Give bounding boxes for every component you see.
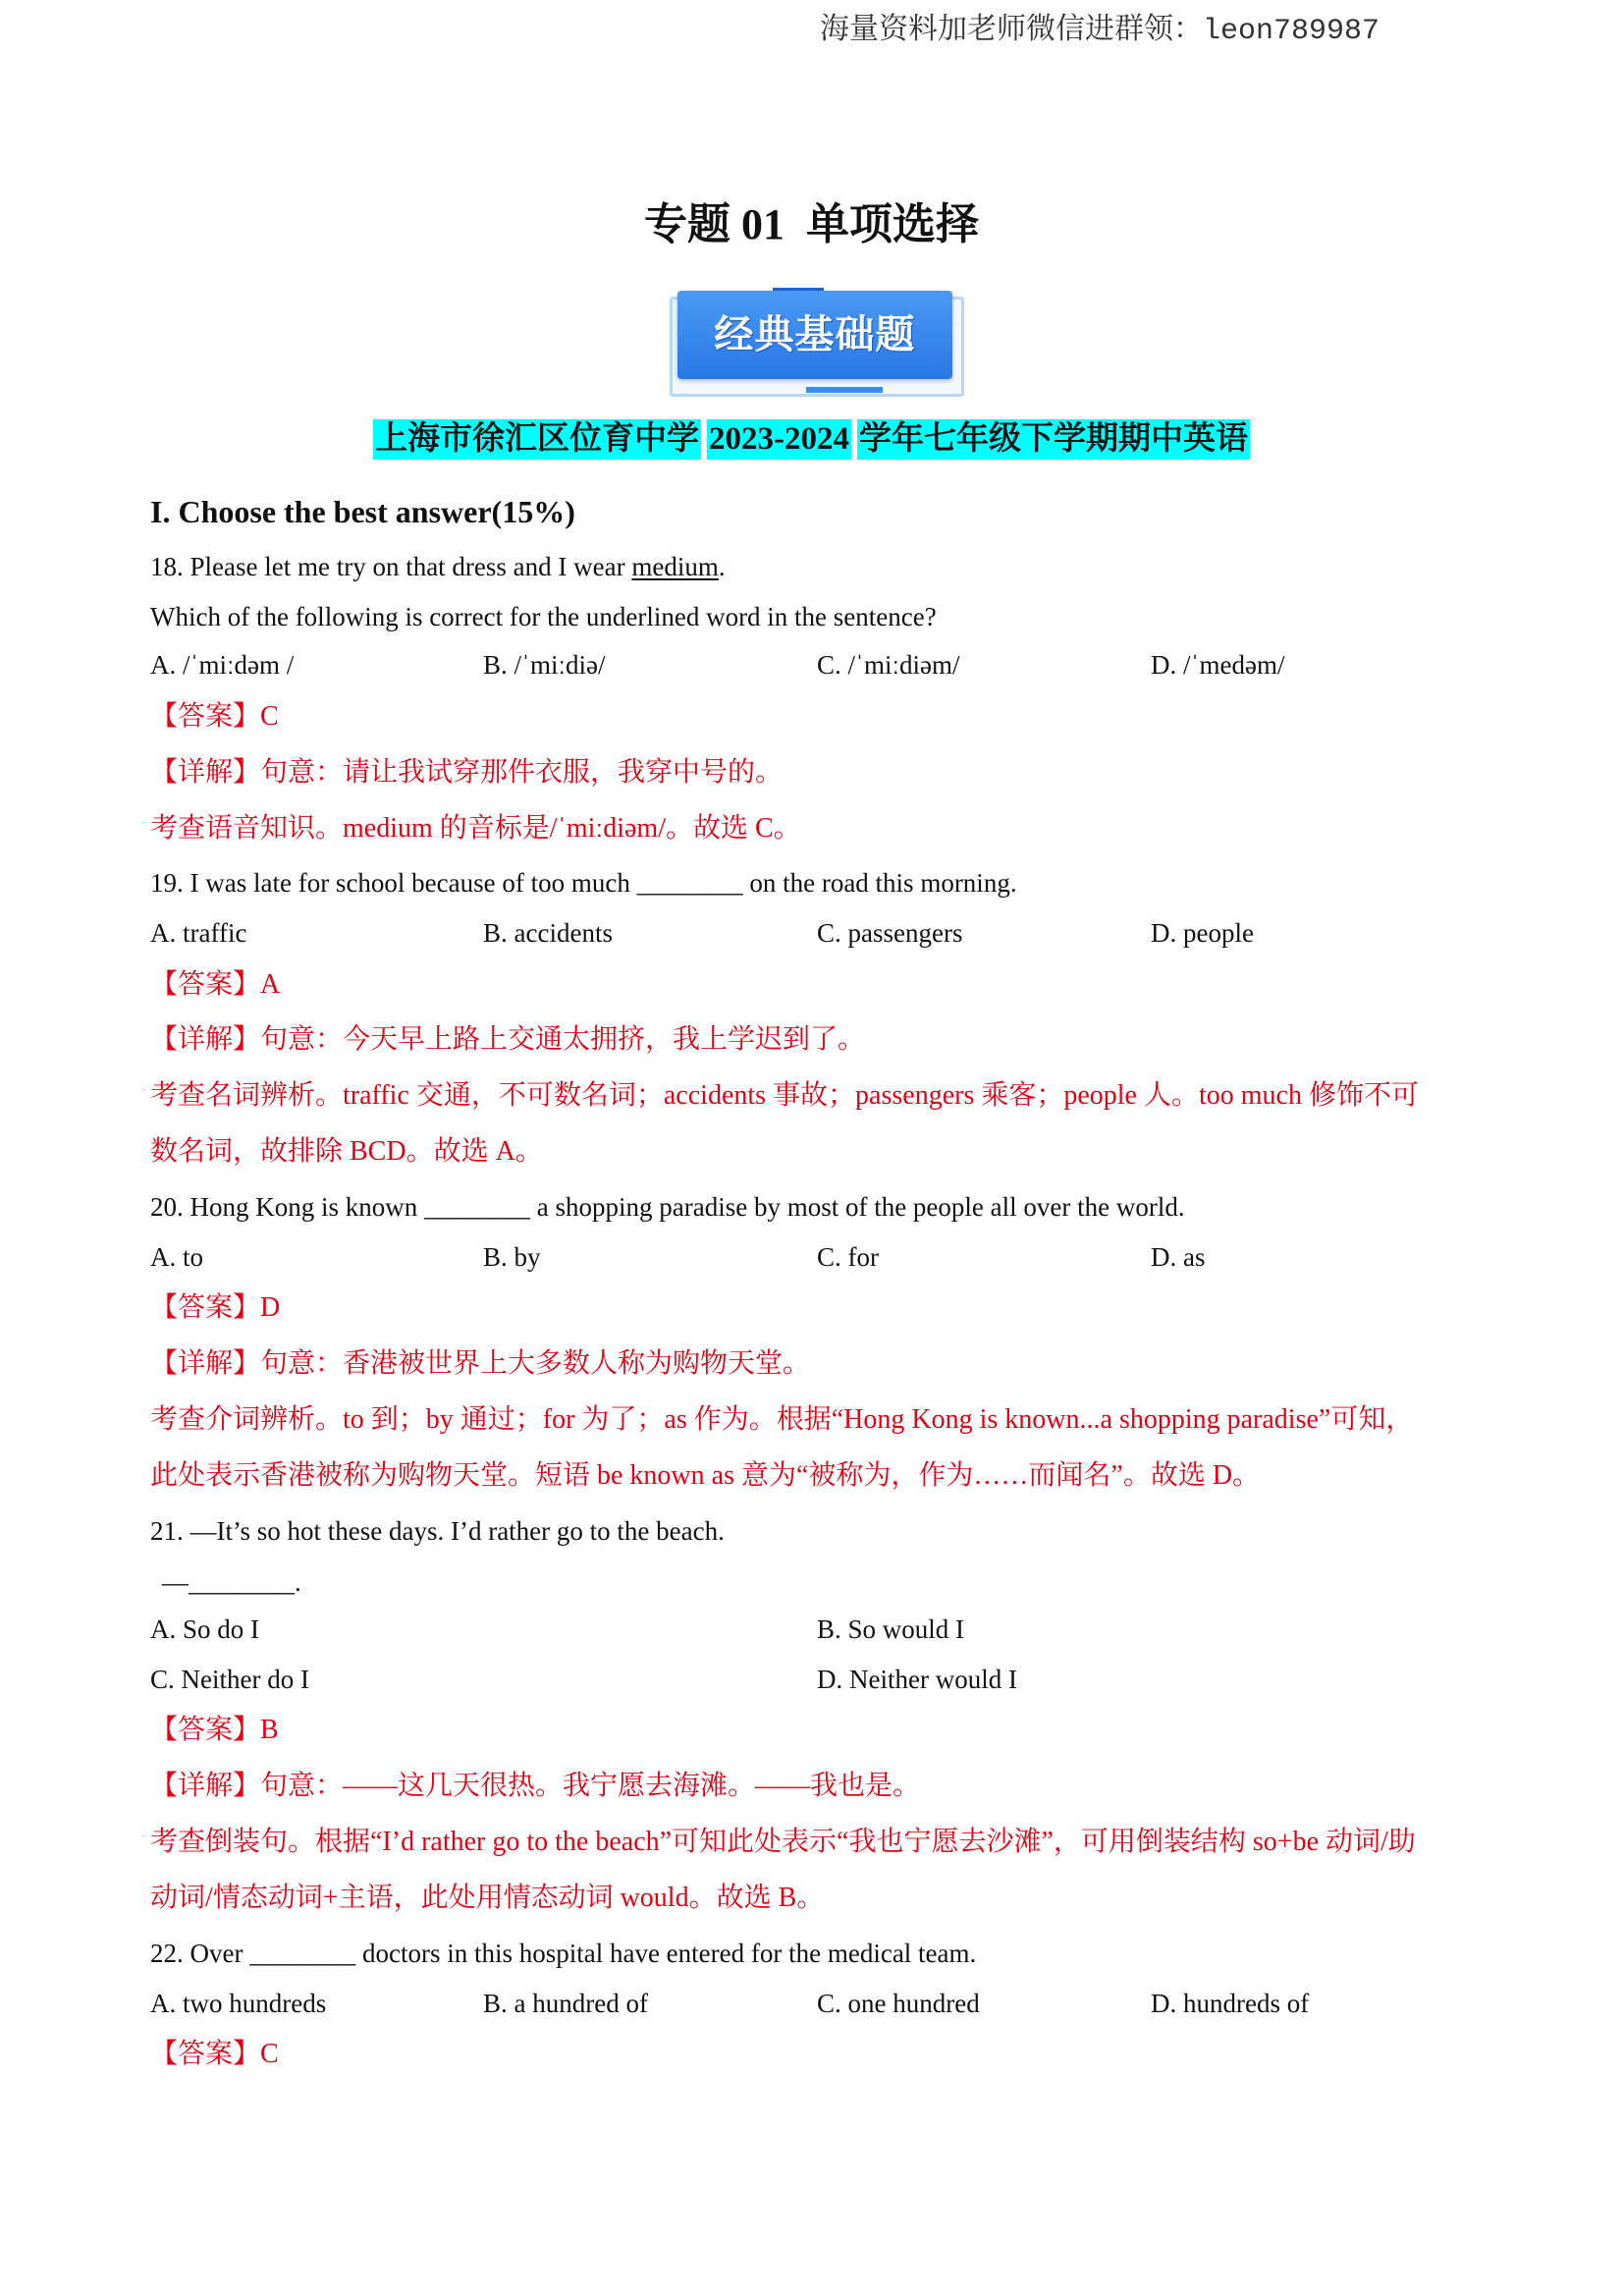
answer-line: 【答案】B — [150, 1715, 279, 1745]
option-b: B. by — [483, 1242, 541, 1272]
question-stem-end: . — [718, 552, 726, 581]
option-d: D. as — [1151, 1242, 1206, 1272]
section-heading: I. Choose the best answer(15%) — [150, 494, 575, 529]
question-stem: 21. —It’s so hot these days. I’d rather go to the beach. — [150, 1516, 725, 1546]
explanation-line: 【详解】句意：香港被世界上大多数人称为购物天堂。 — [150, 1348, 811, 1379]
options-row — [0, 1984, 1623, 2023]
option-b: B. /ˈmiːdiə/ — [483, 650, 606, 680]
option-b: B. accidents — [483, 918, 613, 948]
badge-label: 经典基础题 — [714, 312, 916, 357]
underlined-word: medium — [631, 552, 719, 581]
option-a: A. /ˈmiːdəm / — [150, 650, 295, 680]
question-stem: 19. I was late for school because of too much ________ on the road this morning. — [150, 868, 1017, 898]
explanation-line: 此处表示香港被称为购物天堂。短语 be known as 意为“被称为，作为……而闻名”。故选 D。 — [150, 1460, 1261, 1491]
options-row — [0, 1237, 1623, 1277]
source-year: 2023-2024 — [707, 419, 851, 460]
option-c: C. one hundred — [817, 1989, 980, 2018]
option-b: B. So would I — [817, 1614, 965, 1644]
options-row — [0, 1610, 1623, 1649]
explanation-line: 【详解】句意：今天早上路上交通太拥挤，我上学迟到了。 — [150, 1024, 866, 1055]
option-c: C. Neither do I — [150, 1665, 309, 1694]
explanation-line: 考查语音知识。medium 的音标是/ˈmiːdiəm/。故选 C。 — [150, 813, 801, 844]
option-d: D. people — [1151, 918, 1254, 948]
answer-line: 【答案】C — [150, 2039, 279, 2069]
option-d: D. hundreds of — [1151, 1989, 1310, 2018]
option-d: D. Neither would I — [817, 1665, 1017, 1694]
header-note-text: 海量资料加老师微信进群领： — [820, 13, 1203, 45]
source-exam: 学年七年级下学期期中英语 — [857, 419, 1250, 460]
option-c: C. for — [817, 1242, 879, 1272]
option-c: C. passengers — [817, 918, 963, 948]
options-row — [0, 1660, 1623, 1699]
question-response-blank: —________. — [162, 1567, 301, 1597]
answer-line: 【答案】A — [150, 969, 281, 1000]
options-row — [0, 913, 1623, 953]
option-a: A. to — [150, 1242, 203, 1272]
option-a: A. So do I — [150, 1614, 260, 1644]
header-note — [820, 12, 1380, 49]
option-b: B. a hundred of — [483, 1989, 648, 2018]
explanation-line: 考查倒装句。根据“I’d rather go to the beach”可知此处表示“我也宁愿去沙滩”，可用倒装结构 so+be 动词/助 — [150, 1827, 1416, 1857]
option-d: D. /ˈmedəm/ — [1151, 650, 1285, 680]
explanation-line: 考查名词辨析。traffic 交通，不可数名词；accidents 事故；passengers 乘客；people 人。too much 修饰不可 — [150, 1080, 1419, 1111]
explanation-line: 【详解】句意：请让我试穿那件衣服，我穿中号的。 — [150, 757, 784, 788]
source-school: 上海市徐汇区位育中学 — [373, 419, 701, 460]
explanation-line: 考查介词辨析。to 到；by 通过；for 为了；as 作为。根据“Hong Kong is known...a shopping paradise”可知， — [150, 1404, 1414, 1435]
options-row — [0, 645, 1623, 684]
answer-line: 【答案】D — [150, 1292, 281, 1323]
option-c: C. /ˈmiːdiəm/ — [817, 650, 960, 680]
explanation-line: 动词/情态动词+主语，此处用情态动词 would。故选 B。 — [150, 1883, 825, 1913]
badge-bottom-bar — [806, 387, 883, 393]
explanation-line: 数名词，故排除 BCD。故选 A。 — [150, 1136, 543, 1167]
option-a: A. traffic — [150, 918, 247, 948]
question-stem-text: 18. Please let me try on that dress and I wear — [150, 552, 632, 581]
question-prompt: Which of the following is correct for the underlined word in the sentence? — [150, 602, 937, 631]
badge-box — [677, 291, 952, 379]
section-badge — [670, 285, 966, 397]
option-a: A. two hundreds — [150, 1989, 327, 2018]
answer-line: 【答案】C — [150, 701, 279, 732]
header-note-id: leon789987 — [1203, 15, 1380, 48]
question-stem — [150, 547, 726, 586]
page-title: 专题 01 单项选择 — [644, 200, 979, 248]
explanation-line: 【详解】句意：——这几天很热。我宁愿去海滩。——我也是。 — [150, 1771, 921, 1801]
question-stem: 20. Hong Kong is known ________ a shopping paradise by most of the people all over the world. — [150, 1192, 1185, 1222]
source-line — [0, 419, 1623, 460]
question-stem: 22. Over ________ doctors in this hospital have entered for the medical team. — [150, 1939, 977, 1968]
